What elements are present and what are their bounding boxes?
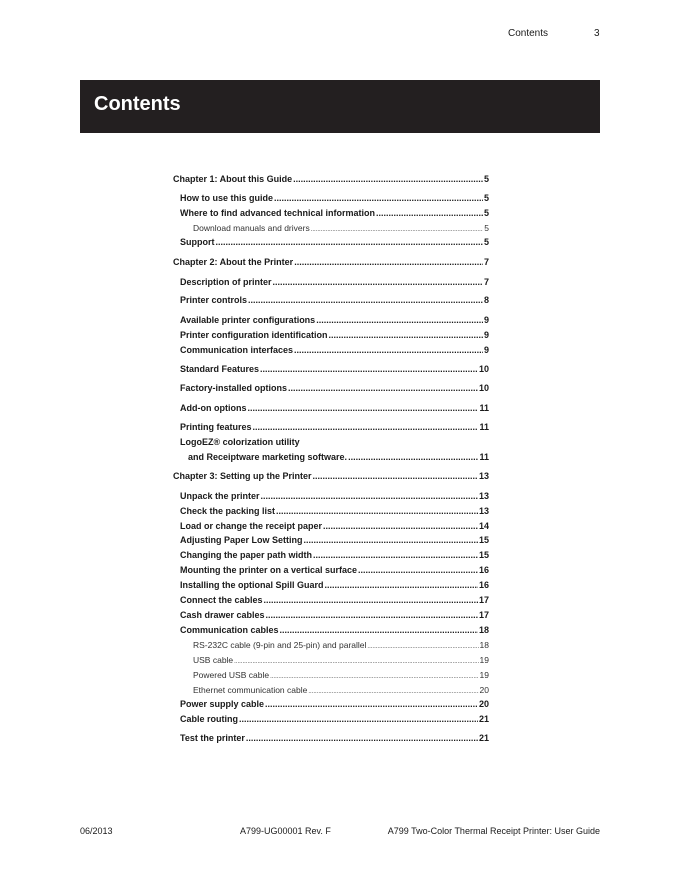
toc-entry-page: 9 — [483, 330, 489, 340]
toc-entry-page: 18 — [478, 625, 489, 635]
toc-entry[interactable] — [173, 548, 489, 563]
toc-leader-dots — [270, 670, 478, 683]
toc-entry[interactable] — [173, 668, 489, 683]
toc-entry[interactable] — [173, 489, 489, 504]
toc-entry[interactable] — [173, 504, 489, 519]
toc-leader-dots — [293, 172, 483, 187]
toc-leader-dots — [358, 563, 478, 578]
toc-leader-dots — [323, 519, 478, 534]
toc-entry-page: 5 — [483, 208, 489, 218]
page-number: 3 — [594, 28, 600, 39]
page-title: Contents — [94, 93, 181, 115]
toc-leader-dots — [280, 623, 478, 638]
toc-entry[interactable] — [173, 653, 489, 668]
toc-entry[interactable] — [173, 608, 489, 623]
toc-entry-title: Connect the cables — [180, 595, 263, 605]
toc-entry-title: Chapter 3: Setting up the Printer — [173, 471, 312, 481]
toc-leader-dots — [329, 328, 483, 343]
toc-leader-dots — [304, 533, 478, 548]
toc-leader-dots — [367, 640, 478, 653]
toc-entry-title: Communication interfaces — [180, 345, 294, 355]
toc-entry-page: 7 — [483, 277, 489, 287]
footer-doc-number: A799-UG00001 Rev. F — [240, 826, 331, 836]
toc-entry-page: 19 — [479, 655, 489, 665]
toc-leader-dots — [247, 401, 478, 416]
toc-entry[interactable] — [173, 420, 489, 435]
toc-entry-page: 17 — [478, 595, 489, 605]
toc-leader-dots — [294, 343, 483, 358]
toc-entry-page: 13 — [478, 491, 489, 501]
toc-entry[interactable] — [173, 731, 489, 746]
toc-entry[interactable] — [173, 343, 489, 358]
toc-entry[interactable] — [173, 221, 489, 236]
toc-entry-page: 20 — [479, 685, 489, 695]
toc-leader-dots — [325, 578, 478, 593]
toc-entry-title: Powered USB cable — [193, 670, 270, 680]
toc-entry[interactable] — [173, 362, 489, 377]
toc-entry-page: 5 — [484, 223, 489, 233]
toc-entry-title: Download manuals and drivers — [193, 223, 310, 233]
toc-entry-page: 5 — [483, 174, 489, 184]
toc-entry[interactable] — [173, 293, 489, 308]
toc-entry-page: 15 — [478, 550, 489, 560]
toc-leader-dots — [313, 469, 478, 484]
toc-entry-page: 21 — [478, 733, 489, 743]
toc-entry[interactable] — [173, 593, 489, 608]
toc-entry[interactable] — [173, 313, 489, 328]
toc-entry[interactable] — [173, 623, 489, 638]
toc-entry-page: 5 — [483, 193, 489, 203]
toc-entry-page: 13 — [478, 506, 489, 516]
toc-entry-page: 9 — [483, 345, 489, 355]
toc-entry[interactable] — [173, 328, 489, 343]
toc-entry-title: Changing the paper path width — [180, 550, 312, 560]
toc-entry-title: Test the printer — [180, 733, 245, 743]
toc-entry-title: Support — [180, 237, 215, 247]
toc-entry-title: Standard Features — [180, 364, 260, 374]
toc-leader-dots — [264, 593, 478, 608]
toc-entry-title: Adjusting Paper Low Setting — [180, 535, 303, 545]
toc-entry[interactable] — [173, 401, 489, 416]
toc-entry-title: Installing the optional Spill Guard — [180, 580, 324, 590]
toc-entry[interactable] — [173, 450, 489, 465]
toc-entry-title: Chapter 2: About the Printer — [173, 257, 294, 267]
page-footer — [0, 826, 680, 840]
toc-entry-page: 5 — [483, 237, 489, 247]
toc-entry-title: How to use this guide — [180, 193, 274, 203]
toc-entry[interactable] — [173, 191, 489, 206]
toc-entry-title: Chapter 1: About this Guide — [173, 174, 293, 184]
toc-entry-page: 20 — [478, 699, 489, 709]
toc-entry-title: Load or change the receipt paper — [180, 521, 323, 531]
toc-leader-dots — [253, 420, 479, 435]
toc-leader-dots — [294, 255, 483, 270]
contents-banner — [80, 80, 600, 133]
toc-leader-dots — [265, 697, 478, 712]
toc-entry-page: 21 — [478, 714, 489, 724]
toc-leader-dots — [274, 191, 483, 206]
toc-entry-title: Power supply cable — [180, 699, 265, 709]
toc-entry-title: and Receiptware marketing software. — [188, 452, 348, 462]
toc-entry-page: 11 — [479, 403, 489, 413]
toc-leader-dots — [316, 313, 483, 328]
toc-leader-dots — [216, 235, 483, 250]
toc-entry-page: 14 — [478, 521, 489, 531]
toc-leader-dots — [266, 608, 478, 623]
toc-entry-page: 10 — [478, 383, 489, 393]
toc-entry[interactable] — [173, 275, 489, 290]
toc-entry-title: Factory-installed options — [180, 383, 288, 393]
toc-entry[interactable] — [173, 697, 489, 712]
toc-entry[interactable] — [173, 519, 489, 534]
toc-entry-page: 16 — [478, 565, 489, 575]
toc-entry-page: 16 — [478, 580, 489, 590]
toc-leader-dots — [246, 731, 478, 746]
toc-entry-page: 8 — [483, 295, 489, 305]
toc-entry-title: Where to find advanced technical information — [180, 208, 376, 218]
toc-leader-dots — [260, 362, 478, 377]
toc-entry-title: USB cable — [193, 655, 234, 665]
toc-leader-dots — [288, 381, 478, 396]
toc-leader-dots — [248, 293, 483, 308]
toc-entry[interactable] — [173, 435, 489, 450]
toc-entry-title: Mounting the printer on a vertical surface — [180, 565, 358, 575]
toc-entry-page: 19 — [479, 670, 489, 680]
toc-chapter-entry[interactable] — [173, 255, 489, 270]
toc-leader-dots — [348, 450, 478, 465]
toc-entry-title: Description of printer — [180, 277, 272, 287]
toc-entry-title: Check the packing list — [180, 506, 276, 516]
toc-chapter-entry[interactable] — [173, 172, 489, 187]
toc-leader-dots — [273, 275, 483, 290]
toc-entry-title: RS-232C cable (9-pin and 25-pin) and parallel — [193, 640, 367, 650]
toc-leader-dots — [239, 712, 478, 727]
toc-entry-title: Add-on options — [180, 403, 247, 413]
toc-leader-dots — [234, 655, 478, 668]
toc-entry[interactable] — [173, 638, 489, 653]
toc-entry-title: Communication cables — [180, 625, 279, 635]
toc-leader-dots — [261, 489, 478, 504]
toc-entry[interactable] — [173, 206, 489, 221]
toc-entry-title: LogoEZ® colorization utility — [180, 437, 300, 447]
toc-chapter-entry[interactable] — [173, 469, 489, 484]
footer-title: A799 Two-Color Thermal Receipt Printer: User Guide — [387, 826, 600, 836]
toc-entry[interactable] — [173, 235, 489, 250]
toc-entry[interactable] — [173, 683, 489, 698]
running-header — [0, 28, 680, 42]
toc-entry-page: 10 — [478, 364, 489, 374]
toc-entry-title: Available printer configurations — [180, 315, 316, 325]
footer-date: 06/2013 — [80, 826, 113, 836]
toc-entry-title: Unpack the printer — [180, 491, 260, 501]
toc-entry-title: Printing features — [180, 422, 252, 432]
toc-entry-page: 11 — [479, 452, 489, 462]
toc-entry[interactable] — [173, 533, 489, 548]
toc-entry-page: 17 — [478, 610, 489, 620]
toc-leader-dots — [276, 504, 478, 519]
toc-entry-page: 15 — [478, 535, 489, 545]
toc-entry-page: 18 — [479, 640, 489, 650]
toc-entry[interactable] — [173, 712, 489, 727]
toc-entry-page: 7 — [483, 257, 489, 267]
toc-entry[interactable] — [173, 578, 489, 593]
toc-entry[interactable] — [173, 381, 489, 396]
running-header-title: Contents — [508, 28, 549, 39]
toc-entry-title: Cash drawer cables — [180, 610, 265, 620]
toc-entry-title: Ethernet communication cable — [193, 685, 308, 695]
toc-entry-page: 13 — [478, 471, 489, 481]
toc-entry-title: Cable routing — [180, 714, 238, 724]
toc-entry[interactable] — [173, 563, 489, 578]
toc-entry-page: 9 — [483, 315, 489, 325]
toc-entry-page: 11 — [479, 422, 489, 432]
toc-leader-dots — [376, 206, 483, 221]
toc-leader-dots — [313, 548, 478, 563]
toc-entry-title: Printer controls — [180, 295, 248, 305]
toc-entry-title: Printer configuration identification — [180, 330, 328, 340]
